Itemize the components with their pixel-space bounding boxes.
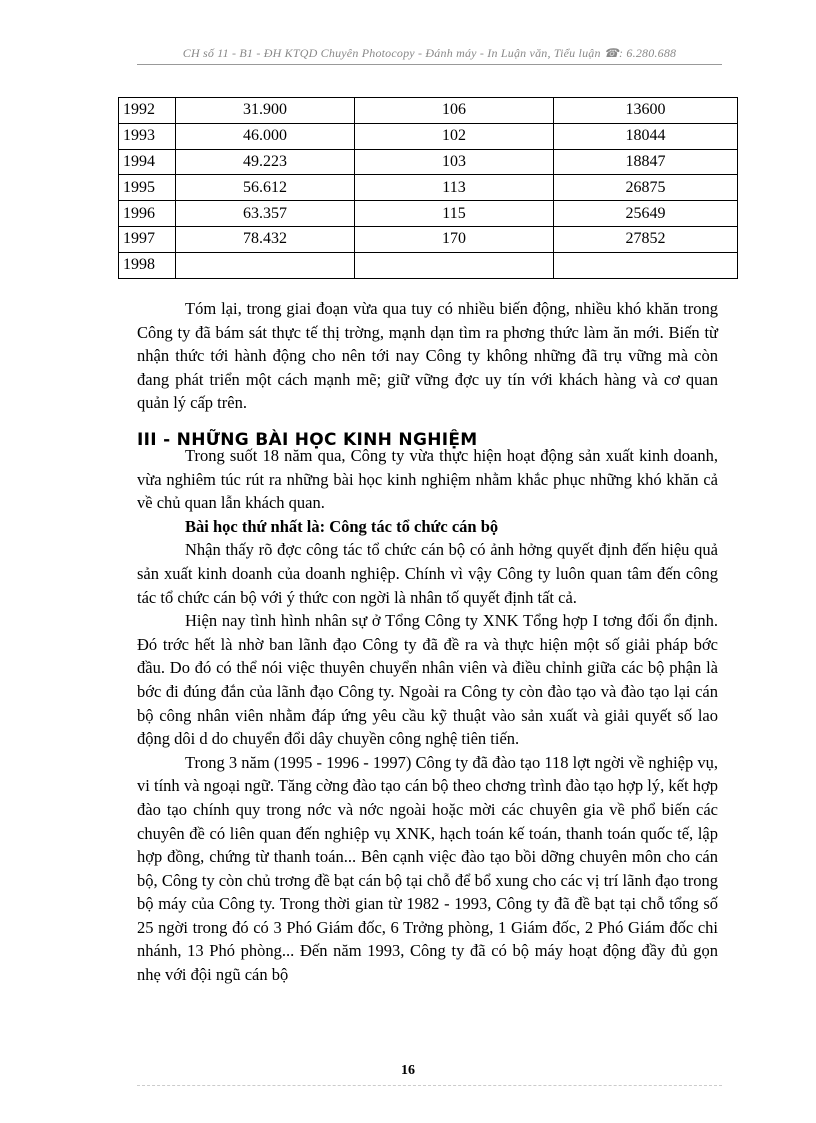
table-cell: 1996 [119,201,176,227]
table-cell: 78.432 [176,226,355,252]
summary-paragraph: Tóm lại, trong giai đoạn vừa qua tuy có nhiều biến động, nhiều khó khăn trong Công ty đã bám sát thực tế thị trờng, mạnh dạn tìm ra phơng thức làm ăn mới. Biến từ nhận thức tới hành động cho nên tới nay Công ty không những đã trụ vững mà còn đang phát triển một cách mạnh mẽ; giữ vững đợc uy tín với khách hàng và cơ quan quản lý cấp trên. [137,299,718,413]
table-cell: 13600 [554,98,738,124]
table-cell: 1997 [119,226,176,252]
table-row [119,149,738,175]
table-cell: 115 [355,201,554,227]
table-cell: 27852 [554,226,738,252]
table-cell: 63.357 [176,201,355,227]
table-cell: 170 [355,226,554,252]
table-cell [554,252,738,278]
table-cell [355,252,554,278]
table-cell: 106 [355,98,554,124]
page-header: CH số 11 - B1 - ĐH KTQD Chuyên Photocopy - Đánh máy - In Luận văn, Tiểu luận ☎: 6.280.688 [182,46,677,60]
table-cell: 31.900 [176,98,355,124]
table-cell: 1998 [119,252,176,278]
table-row [119,123,738,149]
table-cell: 1995 [119,175,176,201]
table-cell: 1992 [119,98,176,124]
table-cell: 18847 [554,149,738,175]
section-heading: III - NHỮNG BÀI HỌC KINH NGHIỆM [137,430,478,450]
table-cell: 113 [355,175,554,201]
table-row [119,201,738,227]
summary-block [137,297,718,415]
lessons-block [137,444,718,987]
table-cell: 56.612 [176,175,355,201]
table-cell: 25649 [554,201,738,227]
personnel-paragraph: Hiện nay tình hình nhân sự ở Tổng Công ty XNK Tổng hợp I tơng đối ổn định. Đó trớc hết là nhờ ban lãnh đạo Công ty đã đề ra và thực hiện một số giải pháp bớc đầu. Do đó có thể nói việc thuyên chuyển nhân viên và điều chỉnh giữa các bộ phận là bớc đi đúng đắn của lãnh đạo Công ty. Ngoài ra Công ty còn đào tạo và đào tạo lại cán bộ công nhân viên nhằm đáp ứng yêu cầu kỹ thuật vào sản xuất và giải quyết số lao động dôi d do chuyển đổi dây chuyền công nghệ tiên tiến. [137,611,718,749]
table-cell: 49.223 [176,149,355,175]
table-cell: 1993 [119,123,176,149]
table-row [119,98,738,124]
staffing-paragraph: Nhận thấy rõ đợc công tác tổ chức cán bộ có ảnh hởng quyết định đến hiệu quả sản xuất kinh doanh của doanh nghiệp. Chính vì vậy Công ty luôn quan tâm đến công tác tổ chức cán bộ với ý thức con ngời là nhân tố quyết định tất cả. [137,540,718,607]
table-cell: 18044 [554,123,738,149]
table-row [119,175,738,201]
training-paragraph: Trong 3 năm (1995 - 1996 - 1997) Công ty đã đào tạo 118 lợt ngời về nghiệp vụ, vi tính và ngoại ngữ. Tăng cờng đào tạo cán bộ theo chơng trình đào tạo hợp lý, kết hợp đào tạo chính quy trong nớc và nớc ngoài hoặc mời các chuyên gia về phổ biến các chuyên đề có liên quan đến nghiệp vụ XNK, hạch toán kế toán, thanh toán quốc tế, lập hợp đồng, chứng từ thanh toán... Bên cạnh việc đào tạo bồi dỡng chuyên môn cho cán bộ, Công ty còn chủ trơng đề bạt cán bộ tại chỗ để bổ xung cho các vị trí lãnh đạo trong bộ máy của Công ty. Trong thời gian từ 1982 - 1993, Công ty đã đề bạt tại chỗ tổng số 25 ngời trong đó có 3 Phó Giám đốc, 6 Trởng phòng, 1 Giám đốc, 2 Phó Giám đốc chi nhánh, 13 Phó phòng... Đến năm 1993, Công ty đã có bộ máy hoạt động đầy đủ gọn nhẹ với đội ngũ cán bộ [137,752,718,985]
table-cell: 102 [355,123,554,149]
lesson-heading: Bài học thứ nhất là: Công tác tổ chức cán bộ [185,516,499,536]
table-row [119,252,738,278]
table-row [119,226,738,252]
intro-paragraph: Trong suốt 18 năm qua, Công ty vừa thực hiện hoạt động sản xuất kinh doanh, vừa nghiêm túc rút ra những bài học kinh nghiệm nhằm khắc phục những khó khăn cả về chủ quan lẫn khách quan. [137,446,718,513]
statistics-table [118,97,738,279]
footer-divider [137,1085,722,1086]
header-divider [137,64,722,65]
table-cell [176,252,355,278]
table-cell: 26875 [554,175,738,201]
table-cell: 1994 [119,149,176,175]
page-number: 16 [401,1063,415,1078]
table-cell: 103 [355,149,554,175]
table-cell: 46.000 [176,123,355,149]
